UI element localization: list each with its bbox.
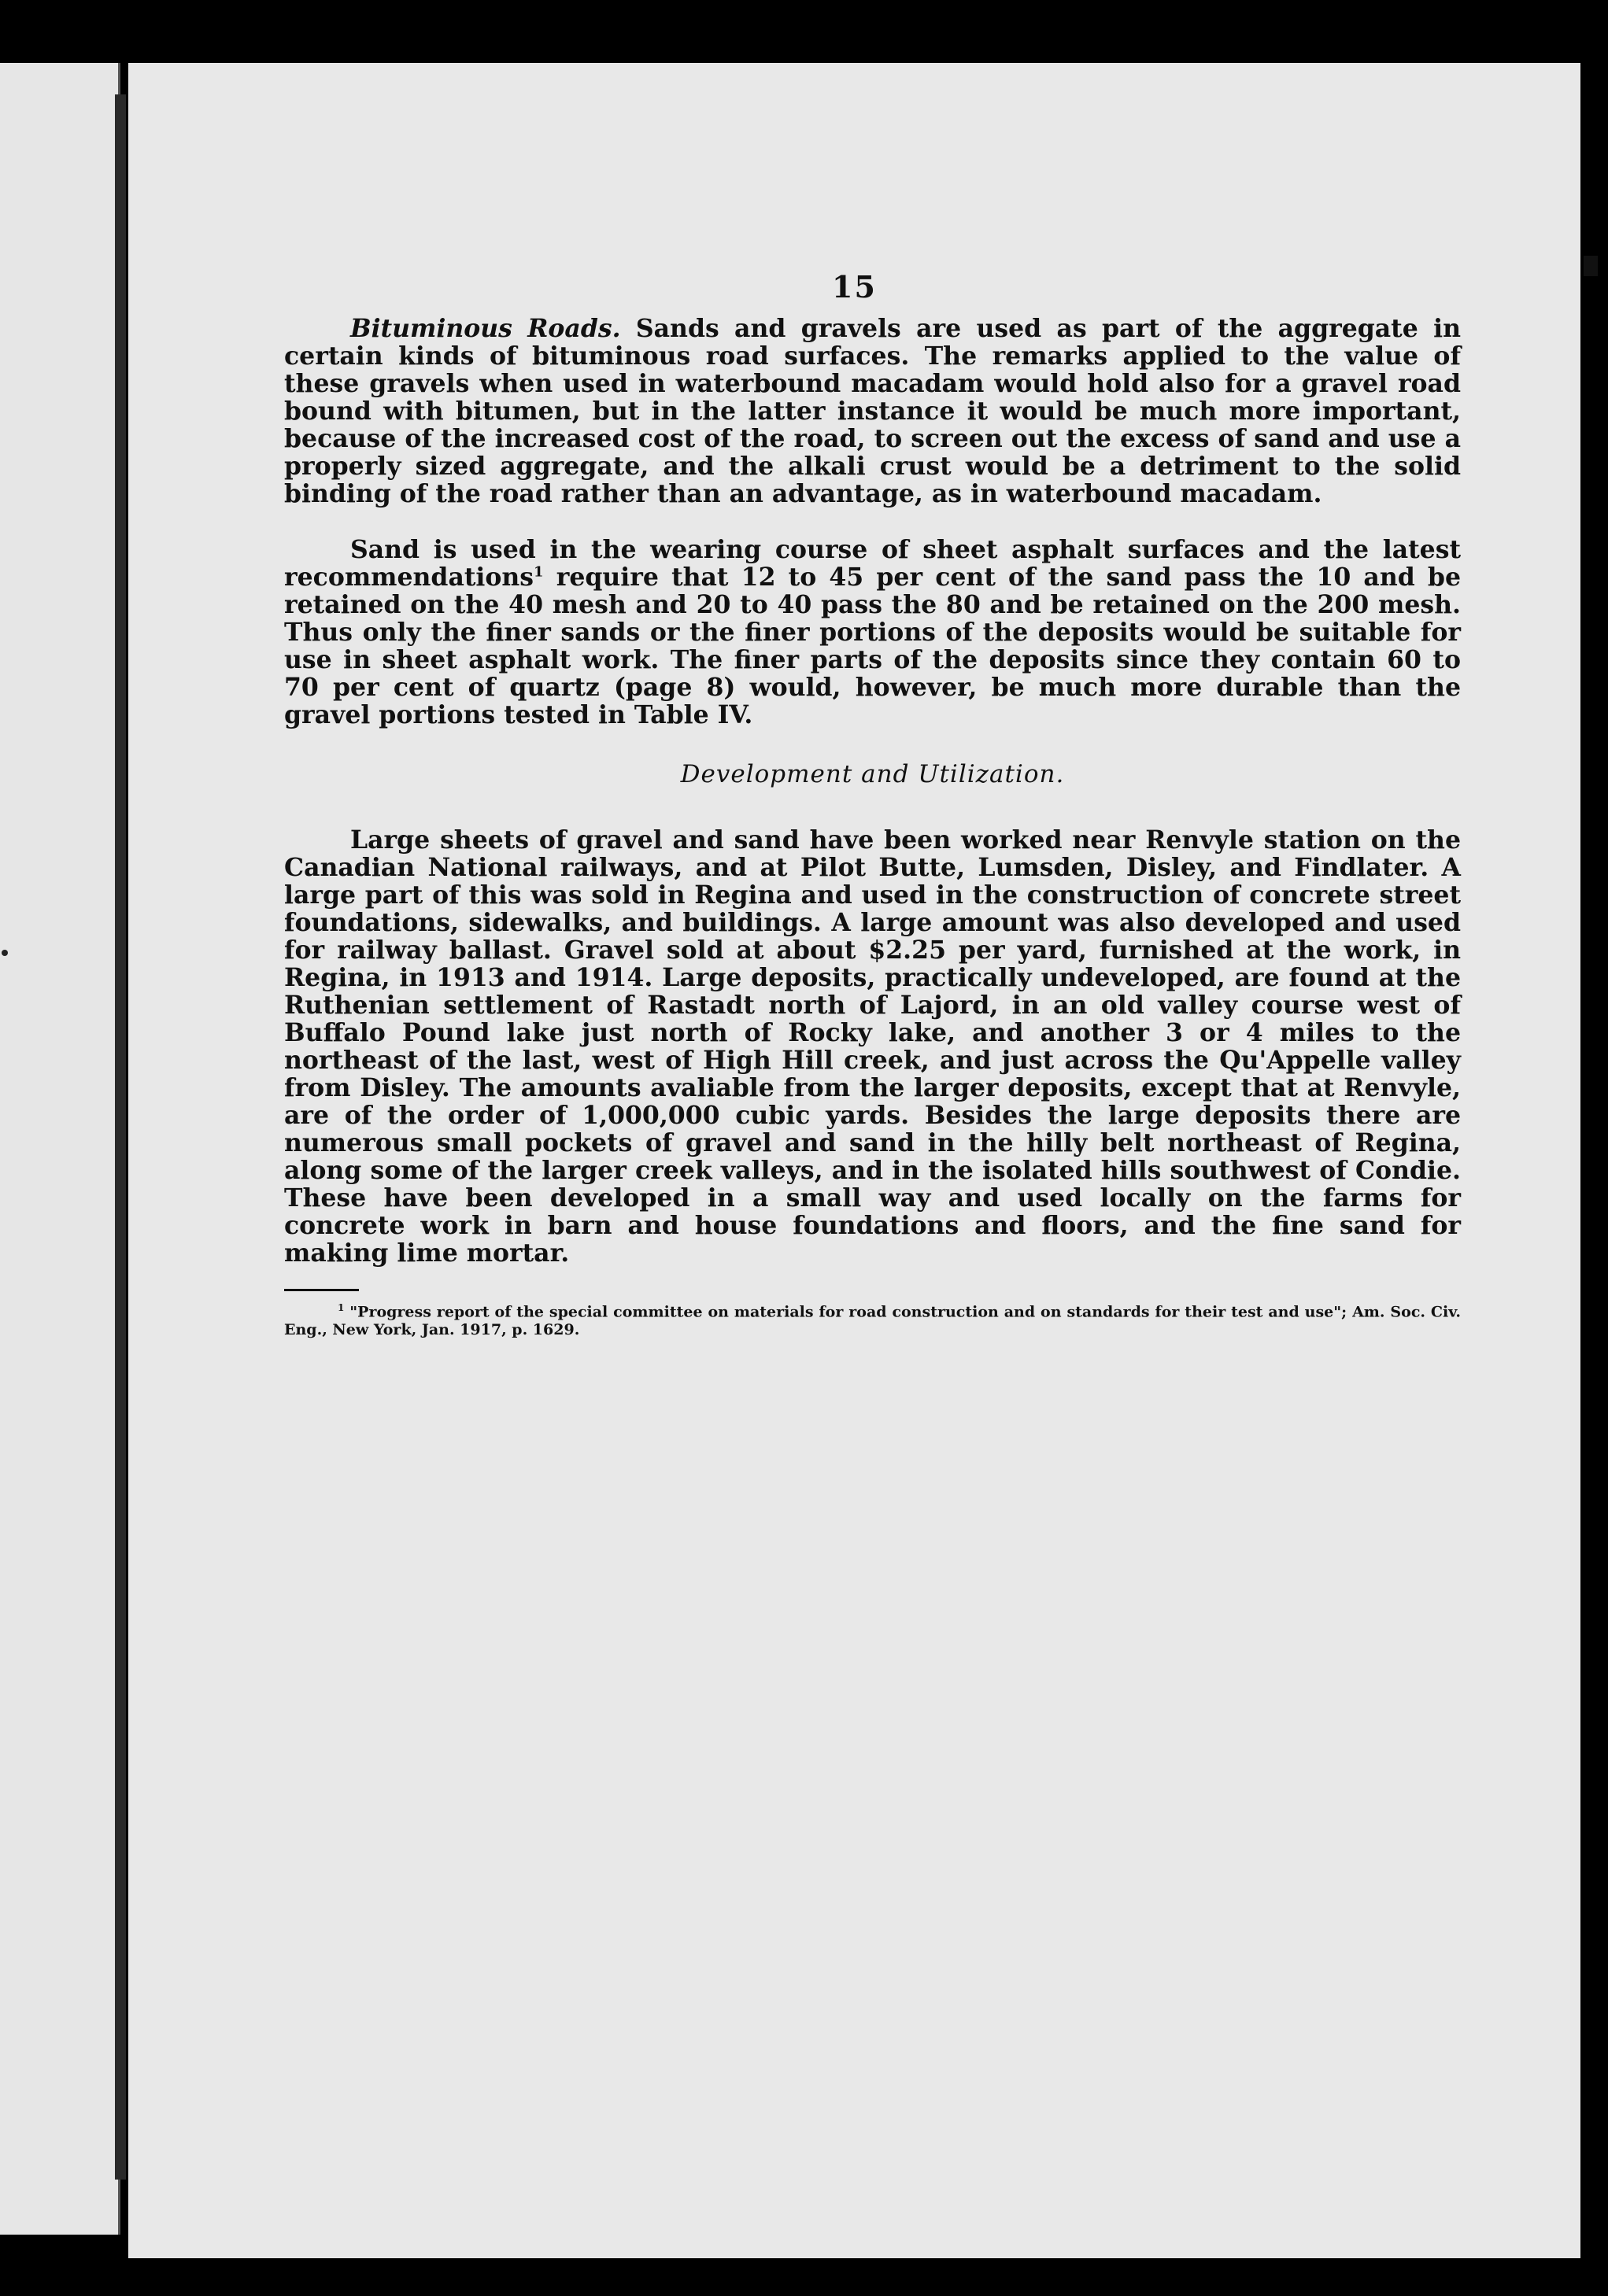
document-page — [128, 63, 1580, 2258]
paragraph-text: Sands and gravels are used as part of the aggregate in certain kinds of bituminous road surfaces. The remarks applied to the value of these gravels when used in waterbound macadam would hold also for a gravel road bound with bitumen, but in the latter instance it would be much more important, because of the increased cost of the road, to screen out the excess of sand and use a properly sized aggregate, and the alkali crust would be a detriment to the solid binding of the road rather than an advantage, as in waterbound macadam. — [284, 314, 1461, 508]
section-heading: Development and Utilization. — [680, 760, 1065, 788]
paragraph-text-before-ref: Sand is used in the wearing course of sheet asphalt surfaces and the latest recommendations — [284, 535, 1461, 592]
run-in-heading: Bituminous Roads. — [350, 314, 621, 343]
footnote — [284, 1299, 1461, 1339]
right-edge-mark — [1584, 256, 1598, 276]
margin-dot — [2, 950, 8, 956]
footnote-text: "Progress report of the special committee on materials for road construction and on standards for their test and use"; Am. Soc. Civ. Eng., New York, Jan. 1917, p. 1629. — [284, 1303, 1461, 1339]
paragraph-bituminous-roads — [284, 315, 1461, 508]
footnote-divider — [284, 1289, 359, 1291]
paragraph-sheet-asphalt — [284, 536, 1461, 729]
paragraph-text: Large sheets of gravel and sand have been worked near Renvyle station on the Canadian National railways, and at Pilot Butte, Lumsden, Disley, and Findlater. A large part of this was sold in Regina and used in the construction of concrete street foundations, sidewalks, and buildings. A large amount was also developed and used for railway ballast. Gravel sold at about $2.25 per yard, furnished at the work, in Regina, in 1913 and 1914. Large deposits, practically undeveloped, are found at the Ruthenian settlement of Rastadt north of Lajord, in an old valley course west of Buffalo Pound lake just north of Rocky lake, and another 3 or 4 miles to the northeast of the last, west of High Hill creek, and just across the Qu'Appelle valley from Disley. The amounts avaliable from the larger deposits, except that at Renvyle, are of the order of 1,000,000 cubic yards. Besides the large deposits there are numerous small pockets of gravel and sand in the hilly belt northeast of Regina, along some of the larger creek valleys, and in the isolated hills southwest of Condie. These have been developed in a small way and used locally on the farms for concrete work in barn and house foundations and floors, and the fine sand for making lime mortar. — [284, 825, 1461, 1268]
footnote-reference: 1 — [534, 563, 544, 581]
left-page-edge — [0, 63, 120, 2235]
paragraph-text-after-ref: require that 12 to 45 per cent of the sand pass the 10 and be retained on the 40 mesh and 20 to 40 pass the 80 and be retained on the 200 mesh. Thus only the finer sands or the finer portions of the deposits would be suitable for use in sheet asphalt work. The finer parts of the deposits since they contain 60 to 70 per cent of quartz (page 8) would, however, be much more durable than the gravel portions tested in Table IV. — [284, 563, 1461, 729]
page-body — [284, 315, 1461, 1339]
paragraph-development — [284, 826, 1461, 1267]
footnote-mark: 1 — [338, 1302, 345, 1313]
page-number: 15 — [832, 269, 877, 305]
